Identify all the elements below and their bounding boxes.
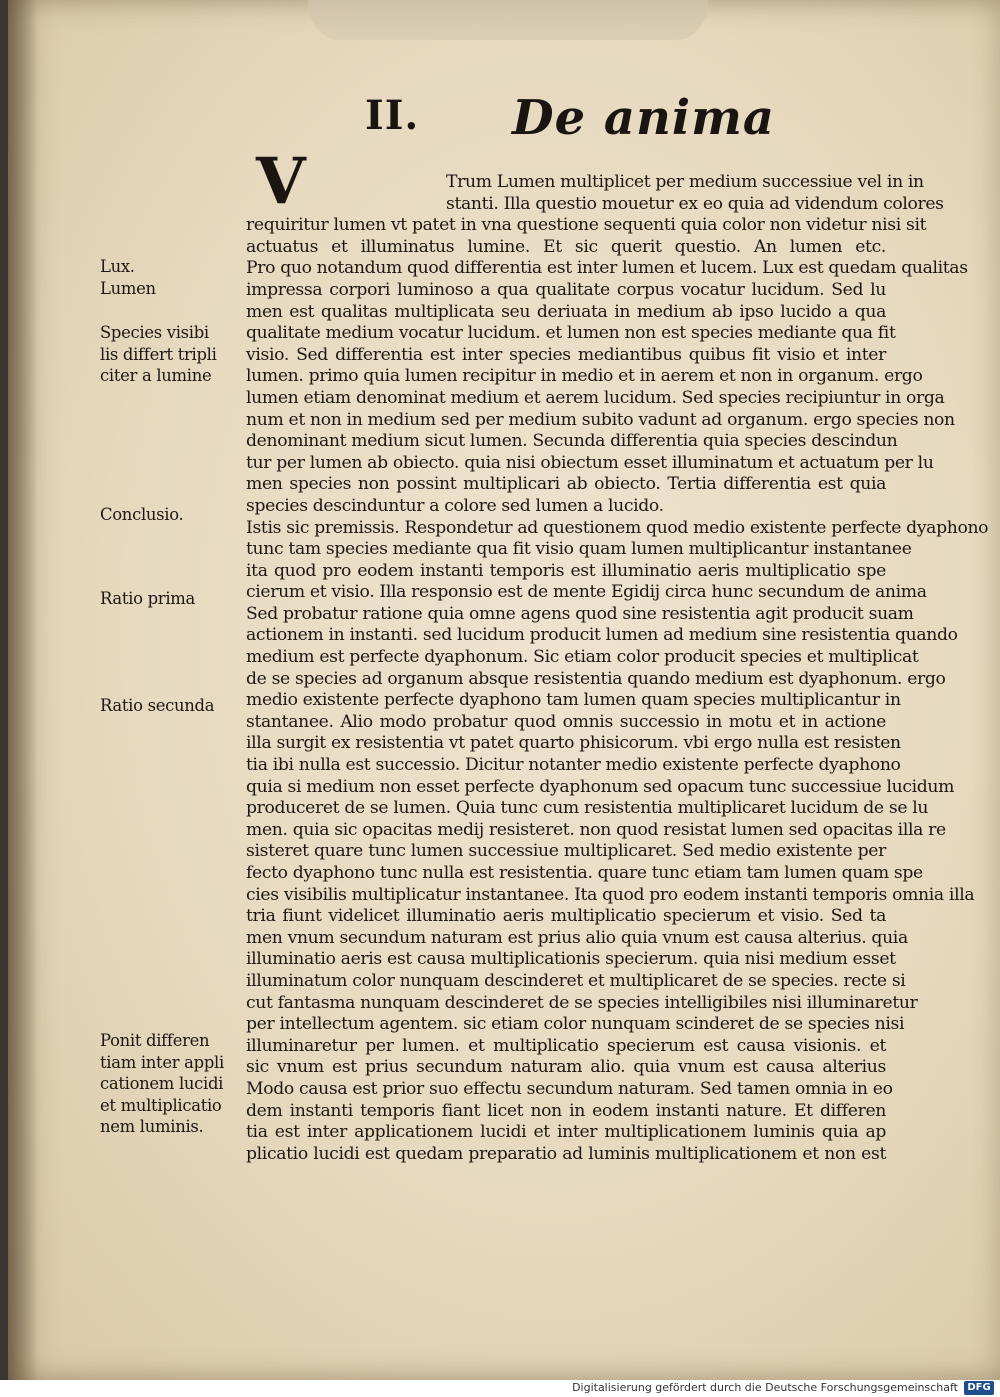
text-line: tia ibi nulla est successio. Dicitur notanter medio existente perfecte dyaphono — [246, 755, 901, 776]
text-line: cierum et visio. Illa responsio est de mente Egidij circa hunc secundum de anima — [246, 582, 927, 603]
binding-shadow — [8, 0, 38, 1380]
text-line: cies visibilis multiplicatur instantanee. Ita quod pro eodem instanti temporis omnia illa — [246, 884, 975, 905]
text-line: de se species ad organum absque resistentia quando medium est dyaphonum. ergo — [246, 668, 946, 689]
margin-note-line: Lumen — [100, 279, 156, 298]
running-title: De anima — [512, 90, 775, 146]
text-line: num et non in medium sed per medium subito vadunt ad organum. ergo species non — [246, 409, 955, 430]
margin-note — [100, 1030, 240, 1138]
text-line: Sed probatur ratione quia omne agens quod sine resistentia agit producit suam — [246, 603, 914, 624]
text-line: visio. Sed differentia est inter species mediantibus quibus fit visio et inter — [246, 344, 886, 365]
text-line: tunc tam species mediante qua fit visio quam lumen multiplicantur instantanee — [246, 539, 912, 560]
main-text-block — [246, 172, 989, 1165]
text-line: illuminaretur per lumen. et multiplicatio specierum est causa visionis. et — [246, 1035, 886, 1056]
text-line: plicatio lucidi est quedam preparatio ad luminis multiplicationem et non est — [246, 1143, 886, 1164]
margin-note-line: Lux. — [100, 257, 135, 276]
text-line: men. quia sic opacitas medij resisteret. non quod resistat lumen sed opacitas illa re — [246, 819, 946, 840]
drop-initial: V — [256, 144, 306, 219]
text-line: sisteret quare tunc lumen successiue multiplicaret. Sed medio existente per — [246, 841, 886, 862]
margin-note-line: Species visibi — [100, 323, 209, 342]
margin-note — [100, 504, 240, 526]
text-line: sic vnum est prius secundum naturam alio. quia vnum est causa alterius — [246, 1057, 886, 1078]
text-line: medium est perfecte dyaphonum. Sic etiam color producit species et multiplicat — [246, 647, 919, 668]
text-line: cut fantasma nunquam descinderet de se species intelligibiles nisi illuminaretur — [246, 992, 918, 1013]
text-line: actuatus et illuminatus lumine. Et sic querit questio. An lumen etc. — [246, 236, 886, 257]
margin-note-line: tiam inter appli — [100, 1052, 224, 1072]
margin-note — [100, 256, 240, 278]
folio-number: II. — [365, 92, 420, 139]
text-line: per intellectum agentem. sic etiam color nunquam scinderet de se species nisi — [246, 1014, 905, 1035]
text-line: stantanee. Alio modo probatur quod omnis successio in motu et in actione — [246, 711, 886, 732]
text-line: dem instanti temporis fiant licet non in eodem instanti nature. Et differen — [246, 1100, 886, 1121]
text-line: produceret de se lumen. Quia tunc cum resistentia multiplicaret lucidum de se lu — [246, 798, 929, 819]
text-line: lumen. primo quia lumen recipitur in medio et in aerem et non in organum. ergo — [246, 366, 923, 387]
margin-note — [100, 588, 240, 610]
text-line: tria fiunt videlicet illuminatio aeris multiplicatio specierum et visio. Sed ta — [246, 906, 886, 927]
text-line: Trum Lumen multiplicet per medium successiue vel in in — [446, 172, 924, 192]
margin-note-line: lis differt tripli — [100, 344, 217, 364]
margin-note-line: Ratio secunda — [100, 696, 215, 715]
margin-note-line: citer a lumine — [100, 366, 212, 386]
text-line: men est qualitas multiplicata seu deriuata in medium ab ipso lucido a qua — [246, 301, 886, 322]
text-line: illuminatio aeris est causa multiplicationis specierum. quia nisi medium esset — [246, 949, 896, 970]
text-line: lumen etiam denominat medium et aerem lucidum. Sed species recipiuntur in orga — [246, 387, 945, 408]
text-line: requiritur lumen vt patet in vna questione sequenti quia color non videtur nisi sit — [246, 215, 927, 236]
text-line: men vnum secundum naturam est prius alio quia vnum est causa alterius. quia — [246, 927, 908, 948]
margin-note-line: Conclusio. — [100, 505, 184, 524]
margin-note-line: nem luminis. — [100, 1117, 204, 1137]
text-line: quia si medium non esset perfecte dyaphonum sed opacum tunc successiue lucidum — [246, 776, 955, 797]
margin-note-line: cationem lucidi — [100, 1074, 224, 1094]
margin-note — [100, 322, 240, 387]
text-line: Modo causa est prior suo effectu secundum naturam. Sed tamen omnia in eo — [246, 1078, 893, 1099]
margin-note — [100, 695, 240, 717]
text-line: tur per lumen ab obiecto. quia nisi obiectum esset illuminatum et actuatum per lu — [246, 452, 934, 473]
text-line: stanti. Illa questio mouetur ex eo quia ad videndum colores — [446, 193, 944, 214]
text-line: fecto dyaphono tunc nulla est resistentia. quare tunc etiam tam lumen quam spe — [246, 863, 923, 883]
margin-note-line: et multiplicatio — [100, 1095, 222, 1115]
footer-credit: Digitalisierung gefördert durch die Deutsche Forschungsgemeinschaft — [572, 1381, 958, 1394]
margin-note — [100, 278, 240, 300]
text-line: Istis sic premissis. Respondetur ad questionem quod medio existente perfecte dyaphono — [246, 517, 989, 538]
dfg-logo-icon: DFG — [964, 1381, 994, 1395]
text-line: illuminatum color nunquam descinderet et multiplicaret de se species. recte si — [246, 970, 906, 991]
text-line: tia est inter applicationem lucidi et inter multiplicationem luminis quia ap — [246, 1122, 886, 1143]
paper-clip-tab — [308, 0, 708, 40]
text-line: Pro quo notandum quod differentia est inter lumen et lucem. Lux est quedam qualitas — [246, 258, 968, 279]
text-line: actionem in instanti. sed lucidum producit lumen ad medium sine resistentia quando — [246, 625, 958, 646]
margin-note-line: Ratio prima — [100, 589, 195, 608]
margin-note-line: Ponit differen — [100, 1031, 210, 1050]
text-line: medio existente perfecte dyaphono tam lumen quam species multiplicantur in — [246, 690, 901, 711]
text-line: qualitate medium vocatur lucidum. et lumen non est species mediante qua fit — [246, 323, 896, 344]
text-line: illa surgit ex resistentia vt patet quarto phisicorum. vbi ergo nulla est resisten — [246, 733, 901, 754]
text-line: ita quod pro eodem instanti temporis est illuminatio aeris multiplicatio spe — [246, 560, 886, 581]
text-line: denominant medium sicut lumen. Secunda differentia quia species descindun — [246, 431, 898, 452]
text-line: men species non possint multiplicari ab obiecto. Tertia differentia est quia — [246, 474, 886, 495]
text-line: species descinduntur a colore sed lumen a lucido. — [246, 495, 664, 516]
text-line: impressa corpori luminoso a qua qualitate corpus vocatur lucidum. Sed lu — [246, 279, 886, 300]
